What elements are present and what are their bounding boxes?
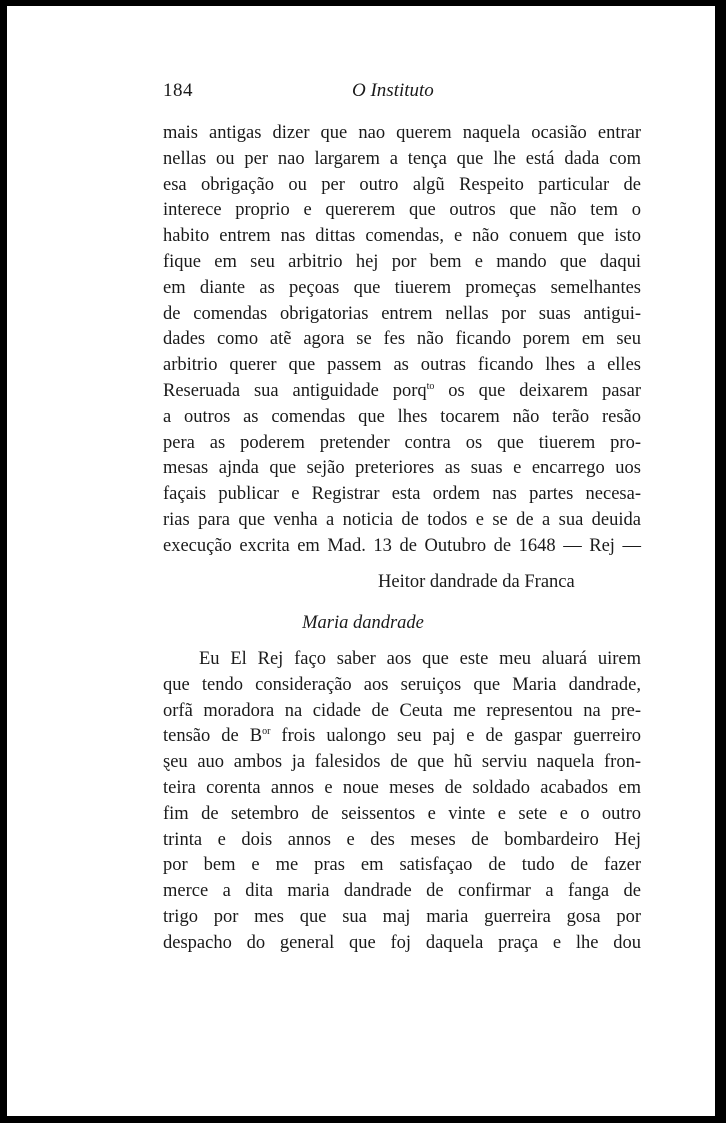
text-line: mais antigas dizer que nao querem naquela ocasião entrar bbox=[163, 123, 641, 143]
text-line: que tendo consideração aos seruiços que Maria dandrade, bbox=[163, 674, 641, 695]
page-number: 184 bbox=[163, 80, 193, 101]
text-line: habito entrem nas dittas comendas, e não conuem que isto bbox=[163, 226, 641, 247]
text-line: Eu El Rej faço saber aos que este meu aluará uirem bbox=[199, 649, 641, 669]
text-fragment: os que deixarem pasar bbox=[434, 380, 641, 401]
text-line: esa obrigação ou per outro algũ Respeito particular de bbox=[163, 174, 641, 195]
text-line: a outros as comendas que lhes tocarem não terão resão bbox=[163, 406, 641, 427]
text-line: trigo por mes que sua maj maria guerreira gosa por bbox=[163, 906, 641, 927]
text-fragment: Reseruada sua antiguidade porq bbox=[163, 380, 427, 401]
text-line: orfã moradora na cidade de Ceuta me representou na pre- bbox=[163, 700, 641, 721]
text-line: ȿeu auo ambos ja falesidos de que hũ serviu naquela fron- bbox=[163, 752, 641, 773]
text-line: por bem e me pras em satisfaçao de tudo de fazer bbox=[163, 855, 641, 876]
superscript-abbrev: or bbox=[262, 726, 271, 738]
text-line: merce a dita maria dandrade de confirmar a fanga de bbox=[163, 881, 641, 902]
text-line: trinta e dois annos e des meses de bombardeiro Hej bbox=[163, 829, 641, 850]
text-line: fique em seu arbitrio hej por bem e mando que daqui bbox=[163, 251, 641, 272]
text-line: façais publicar e Registrar esta ordem nas partes necesa- bbox=[163, 484, 641, 505]
text-line: mesas ajnda que sejão preteriores as suas e encarrego uos bbox=[163, 458, 641, 479]
text-line: interece proprio e quererem que outros que não tem o bbox=[163, 200, 641, 221]
text-fragment: tensão de B bbox=[163, 726, 263, 747]
text-line: de comendas obrigatorias entrem nellas por suas antigui- bbox=[163, 303, 641, 324]
text-fragment: frois ualongo seu paj e de gaspar guerreiro bbox=[270, 726, 641, 747]
text-line: em diante as peçoas que tiuerem promeças semelhantes bbox=[163, 277, 641, 298]
paragraph-decree bbox=[163, 121, 641, 560]
text-line bbox=[163, 724, 641, 750]
section-heading: Maria dandrade bbox=[302, 613, 424, 633]
text-line: nellas ou per nao largarem a tença que lhe está dada com bbox=[163, 148, 641, 169]
text-line bbox=[163, 379, 641, 405]
text-line: arbitrio querer que passem as outras ficando lhes a elles bbox=[163, 355, 641, 376]
text-line: despacho do general que foj daquela praça e lhe dou bbox=[163, 932, 641, 953]
text-line: pera as poderem pretender contra os que tiuerem pro- bbox=[163, 432, 641, 453]
text-line: dades como atẽ agora se fes não ficando porem em seu bbox=[163, 329, 641, 350]
text-line: rias para que venha a noticia de todos e se de a sua deuida bbox=[163, 509, 641, 530]
paragraph-alvara bbox=[163, 647, 641, 957]
superscript-abbrev: to bbox=[426, 380, 435, 392]
signature-line: Heitor dandrade da Franca bbox=[378, 572, 575, 592]
text-line: fim de setembro de seissentos e vinte e sete e o outro bbox=[163, 803, 641, 824]
running-title: O Instituto bbox=[352, 80, 434, 101]
text-line: execução excrita em Mad. 13 de Outubro de 1648 — Rej — bbox=[163, 535, 641, 556]
text-line: teira corenta annos e noue meses de soldado acabados em bbox=[163, 777, 641, 798]
